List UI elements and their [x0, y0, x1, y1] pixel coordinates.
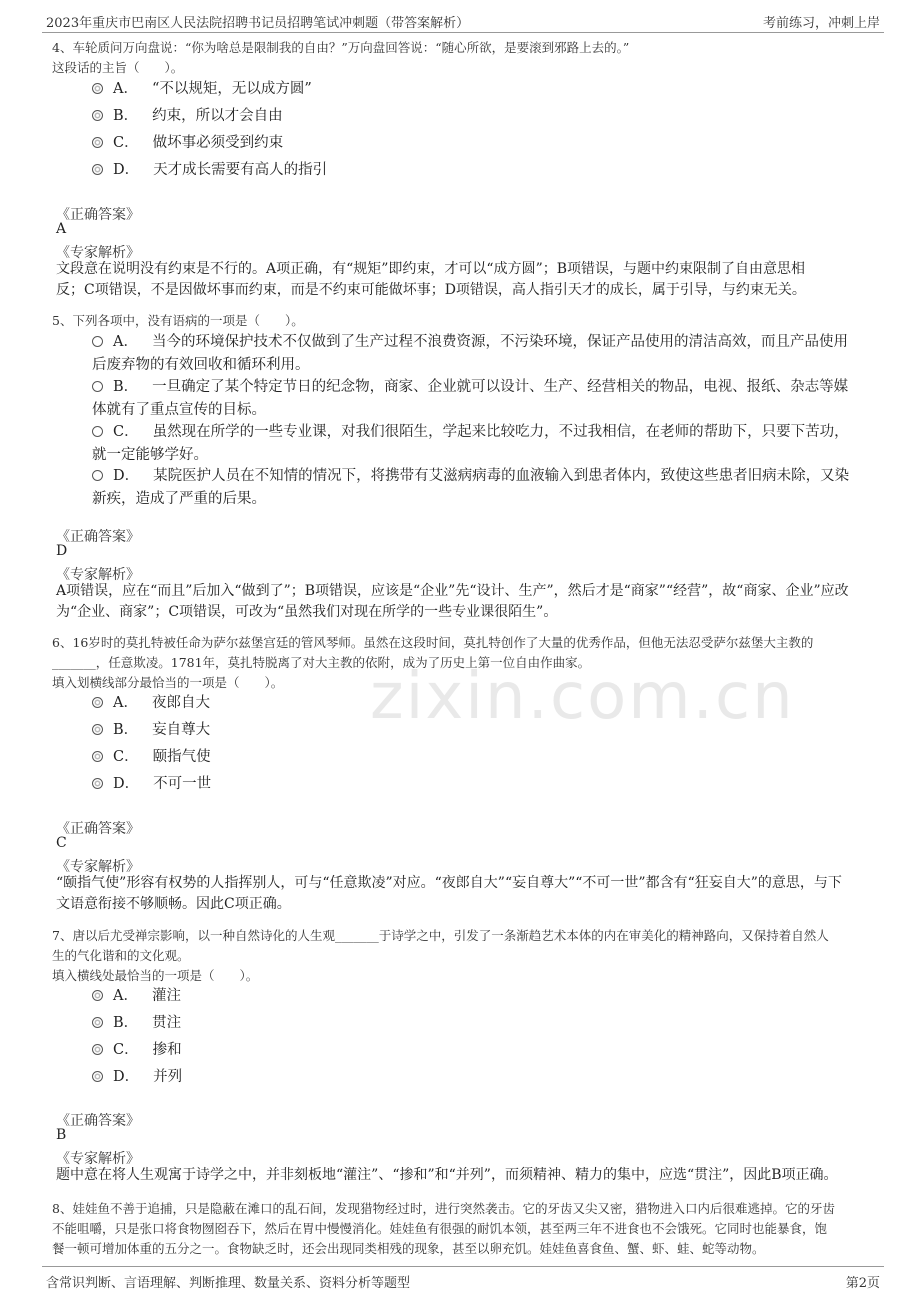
- question-stem-line: 8、娃娃鱼不善于追捕，只是隐蔽在滩口的乱石间，发现猎物经过时，进行突然袭击。它的牙齿又尖又密，猎物进入口内后很难逃掉。它的牙齿: [52, 1201, 835, 1216]
- question-stem-line: 5、下列各项中，没有语病的一项是（ ）。: [52, 313, 304, 328]
- radio-icon[interactable]: [92, 164, 103, 175]
- question-stem-line: 生的气化谐和的文化观。: [52, 948, 190, 963]
- page-number: 第2页: [845, 1276, 880, 1291]
- correct-answer: A: [56, 221, 67, 237]
- answer-label: 《正确答案》: [56, 1113, 140, 1129]
- header-divider: [42, 32, 884, 33]
- option-d[interactable]: D． 天才成长需要有高人的指引: [92, 159, 872, 182]
- answer-label: 《正确答案》: [56, 207, 140, 223]
- page-header: [0, 0, 920, 38]
- option-d[interactable]: D． 并列: [92, 1066, 872, 1089]
- correct-answer: B: [56, 1127, 67, 1143]
- analysis-label: 《专家解析》: [56, 245, 140, 261]
- footer-divider: [42, 1266, 884, 1267]
- header-slogan: 考前练习，冲刺上岸: [762, 16, 880, 31]
- answer-label: 《正确答案》: [56, 821, 140, 837]
- option-b[interactable]: B． 一旦确定了某个特定节日的纪念物，商家、企业就可以设计、生产、经营相关的物品，电视、报纸、杂志等媒 体就有了重点宣传的目标。: [92, 379, 849, 418]
- option-c[interactable]: C． 颐指气使: [92, 746, 872, 769]
- radio-icon[interactable]: [92, 381, 103, 392]
- radio-icon[interactable]: [92, 990, 103, 1001]
- question-stem-line: 不能咀嚼，只是张口将食物囫囵吞下，然后在胃中慢慢消化。娃娃鱼有很强的耐饥本领，甚至两三年不进食也不会饿死。它同时也能暴食，饱: [52, 1221, 828, 1236]
- question-stem-line: 4、车轮质问万向盘说：“你为啥总是限制我的自由？”万向盘回答说：“随心所欲，是要滚到邪路上去的。”: [52, 40, 630, 55]
- question-stem-line: 填入划横线部分最恰当的一项是（ ）。: [52, 675, 284, 690]
- radio-icon[interactable]: [92, 1044, 103, 1055]
- footer-description: 含常识判断、言语理解、判断推理、数量关系、资料分析等题型: [46, 1276, 411, 1291]
- radio-icon[interactable]: [92, 336, 103, 347]
- correct-answer: C: [56, 835, 67, 851]
- analysis-text: A项错误，应在“而且”后加入“做到了”；B项错误，应该是“企业”先“设计、生产”，然后才是“商家”“经营”，故“商家、企业”应改 为“企业、商家”；C项错误，可改为“虽然我们对现在所学的一些专业课很陌生”。: [56, 583, 849, 620]
- question-stem-line: 7、唐以后尤受禅宗影响，以一种自然诗化的人生观_______于诗学之中，引发了一条渐趋艺术本体的内在审美化的精神路向，又保持着自然人: [52, 928, 829, 943]
- radio-icon[interactable]: [92, 751, 103, 762]
- analysis-label: 《专家解析》: [56, 1151, 140, 1167]
- option-a[interactable]: A． “不以规矩，无以成方圆”: [92, 78, 872, 101]
- option-a[interactable]: A． 灌注: [92, 985, 872, 1008]
- question-stem-line: 填入横线处最恰当的一项是（ ）。: [52, 968, 259, 983]
- option-b[interactable]: B． 约束，所以才会自由: [92, 105, 872, 128]
- analysis-text: 文段意在说明没有约束是不行的。A项正确，有“规矩”即约束，才可以“成方圆”；B项错误，与题中约束限制了自由意思相 反；C项错误，不是因做坏事而约束，而是不约束可能做坏事；D项错误，高人指引天才的成长，属于引导，与约束无关。: [56, 261, 806, 298]
- analysis-label: 《专家解析》: [56, 859, 140, 875]
- document-title: 2023年重庆市巴南区人民法院招聘书记员招聘笔试冲刺题（带答案解析）: [46, 16, 470, 31]
- radio-icon[interactable]: [92, 110, 103, 121]
- radio-icon[interactable]: [92, 778, 103, 789]
- radio-icon[interactable]: [92, 697, 103, 708]
- option-c[interactable]: C． 掺和: [92, 1039, 872, 1062]
- radio-icon[interactable]: [92, 470, 103, 481]
- question-stem-line: 这段话的主旨（ ）。: [52, 60, 184, 75]
- option-d[interactable]: D． 某院医护人员在不知情的情况下，将携带有艾滋病病毒的血液输入到患者体内，致使这些患者旧病未除，又染 新疾，造成了严重的后果。: [92, 468, 850, 507]
- radio-icon[interactable]: [92, 137, 103, 148]
- option-b[interactable]: B． 贯注: [92, 1012, 872, 1035]
- option-d[interactable]: D． 不可一世: [92, 773, 872, 796]
- question-stem-line: _______，任意欺凌。1781年，莫扎特脱离了对大主教的依附，成为了历史上第一位自由作曲家。: [52, 655, 591, 670]
- analysis-text: 题中意在将人生观寓于诗学之中，并非刻板地“灌注”、“掺和”和“并列”，而须精神、精力的集中，应选“贯注”，因此B项正确。: [56, 1167, 838, 1183]
- radio-icon[interactable]: [92, 83, 103, 94]
- radio-icon[interactable]: [92, 1017, 103, 1028]
- radio-icon[interactable]: [92, 724, 103, 735]
- option-a[interactable]: A． 当今的环境保护技术不仅做到了生产过程不浪费资源，不污染环境，保证产品使用的清洁高效，而且产品使用 后废弃物的有效回收和循环利用。: [92, 334, 848, 373]
- question-stem-line: 6、16岁时的莫扎特被任命为萨尔兹堡宫廷的管风琴师。虽然在这段时间，莫扎特创作了大量的优秀作品，但他无法忍受萨尔兹堡大主教的: [52, 635, 814, 650]
- option-c[interactable]: C． 虽然现在所学的一些专业课，对我们很陌生，学起来比较吃力，不过我相信，在老师的帮助下，只要下苦功， 就一定能够学好。: [92, 424, 849, 463]
- correct-answer: D: [56, 543, 68, 559]
- question-stem-line: 餐一顿可增加体重的五分之一。食物缺乏时，还会出现同类相残的现象，甚至以卵充饥。娃娃鱼喜食鱼、蟹、虾、蛙、蛇等动物。: [52, 1241, 765, 1256]
- analysis-label: 《专家解析》: [56, 567, 140, 583]
- radio-icon[interactable]: [92, 426, 103, 437]
- watermark: zixin.com.cn: [370, 660, 795, 734]
- option-c[interactable]: C． 做坏事必须受到约束: [92, 132, 872, 155]
- answer-label: 《正确答案》: [56, 529, 140, 545]
- option-a[interactable]: A． 夜郎自大: [92, 692, 872, 715]
- option-b[interactable]: B． 妄自尊大: [92, 719, 872, 742]
- radio-icon[interactable]: [92, 1071, 103, 1082]
- analysis-text: “颐指气使”形容有权势的人指挥别人，可与“任意欺凌”对应。“夜郎自大”“妄自尊大”“不可一世”都含有“狂妄自大”的意思，与下 文语意衔接不够顺畅。因此C项正确。: [56, 875, 842, 912]
